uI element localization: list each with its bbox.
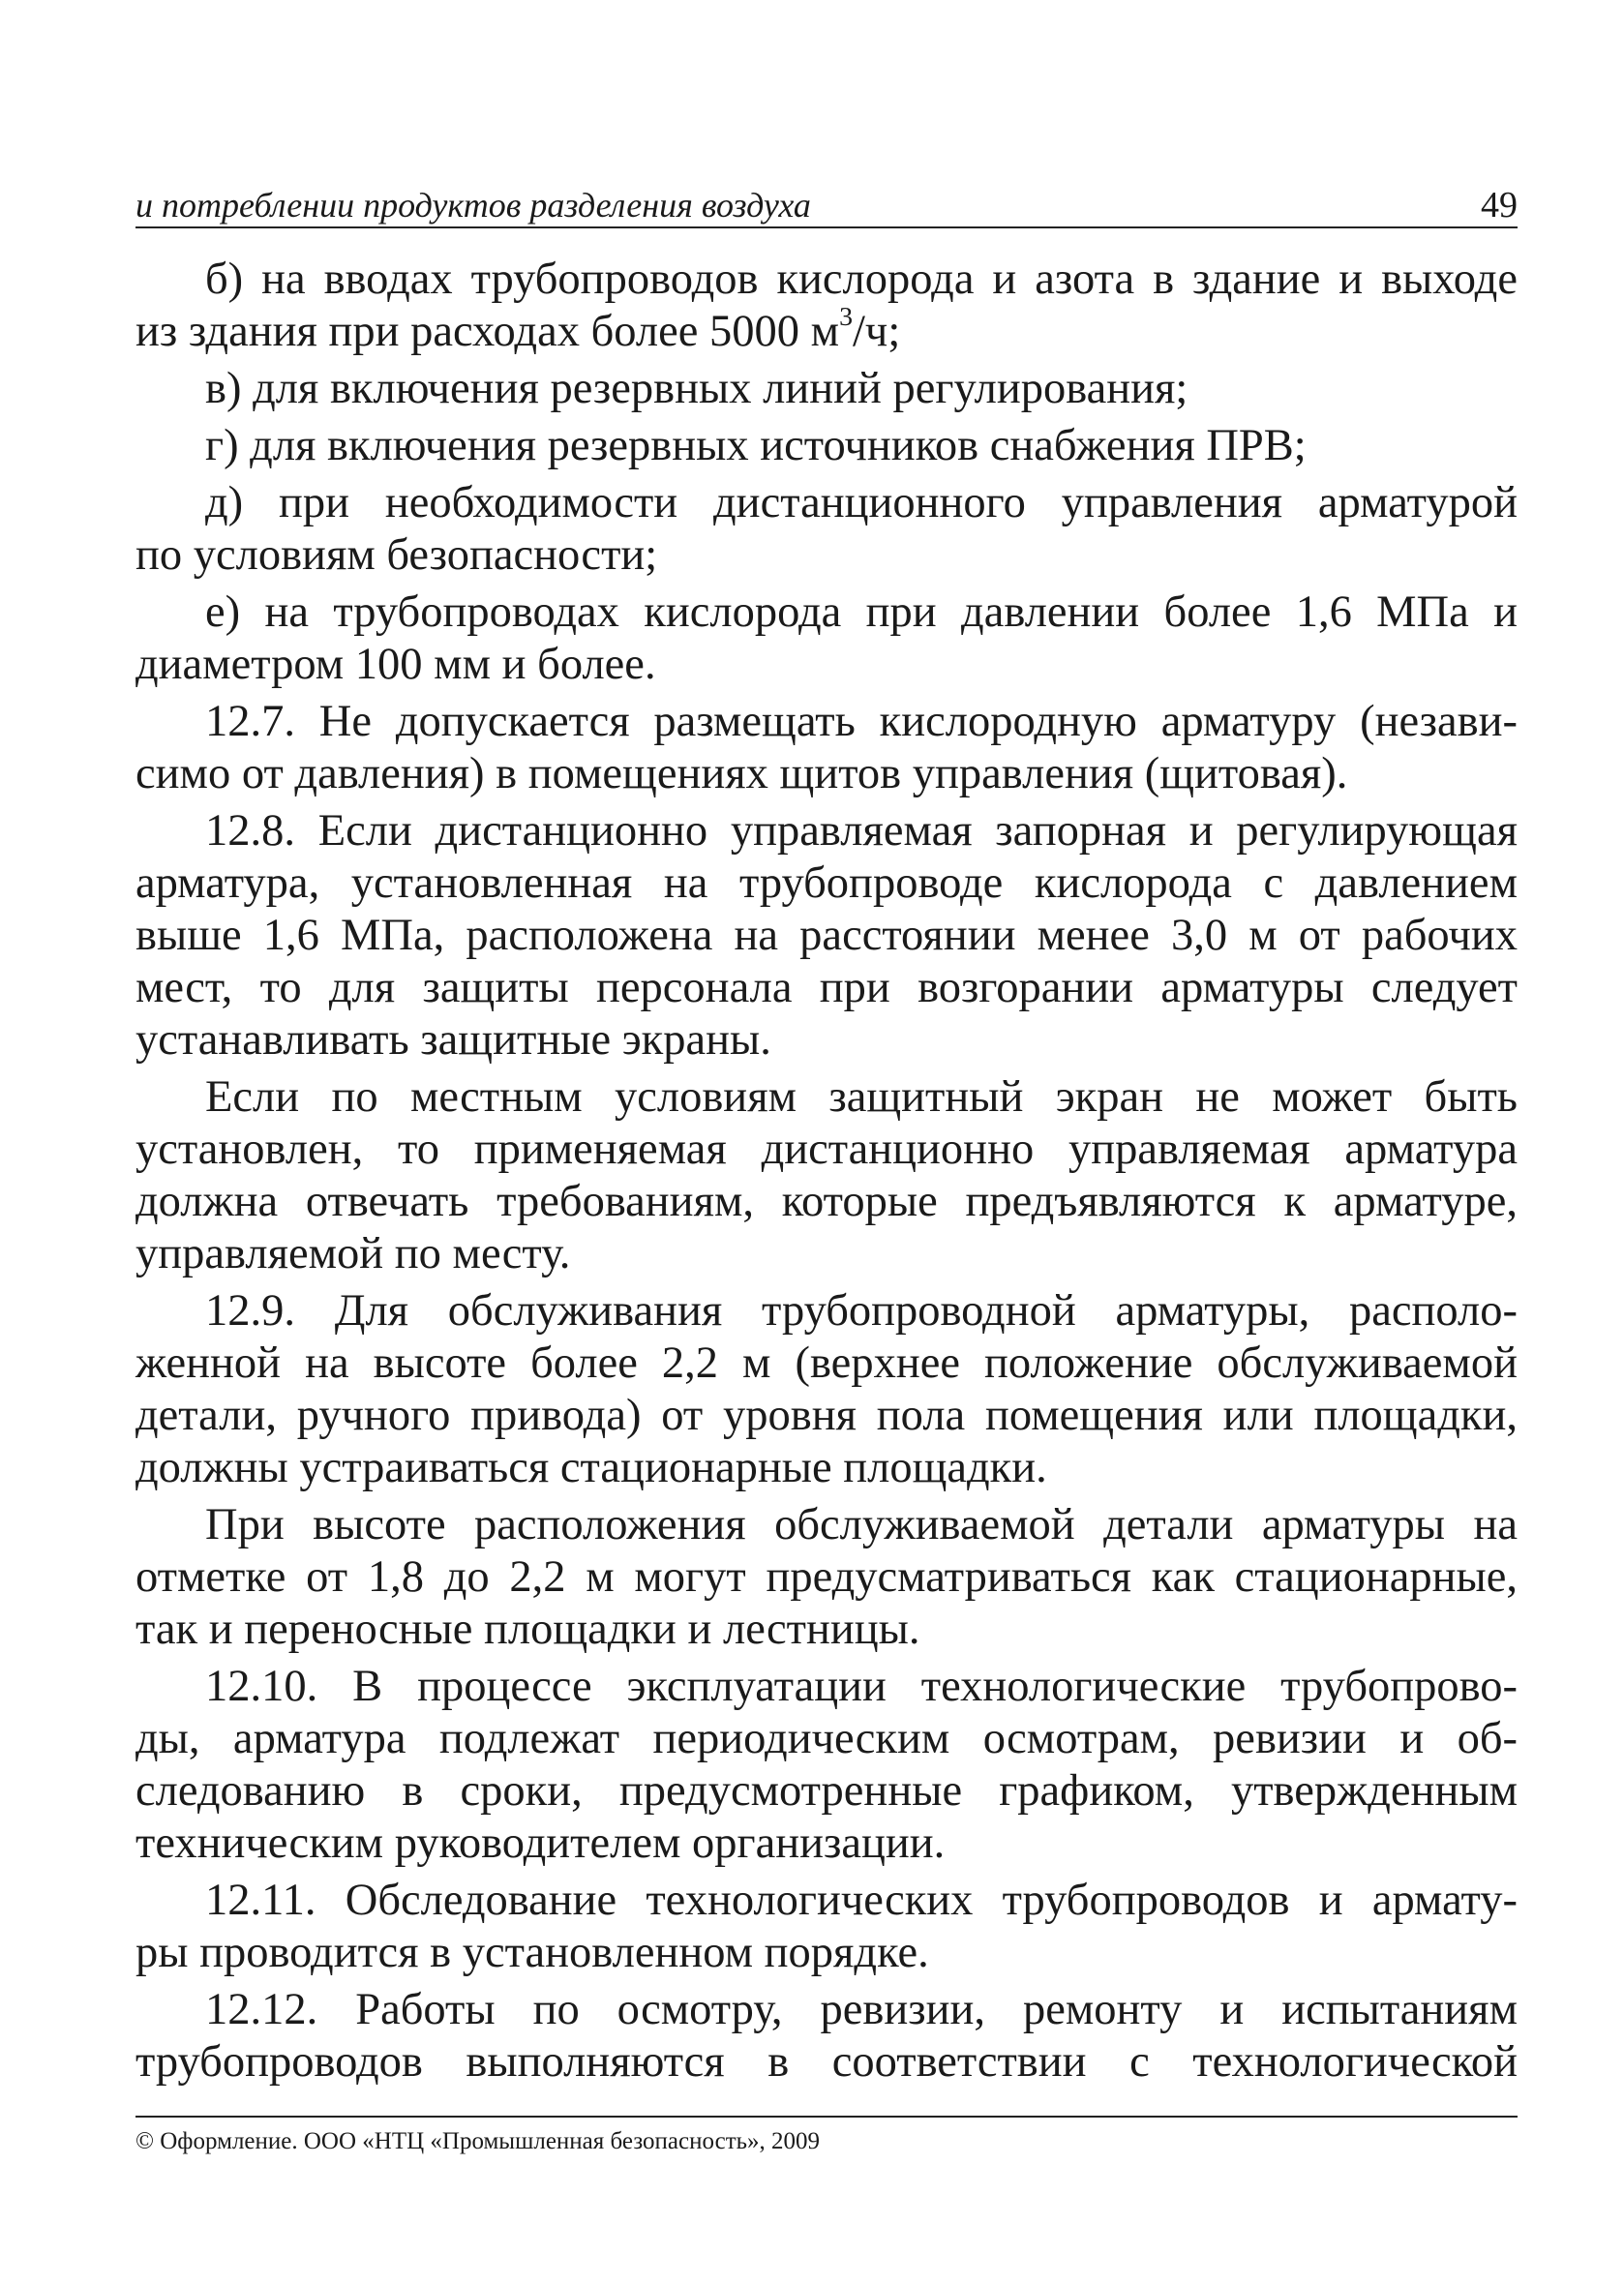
- text-line: отметке от 1,8 до 2,2 м могут предусматриваться как стационарные,: [135, 1552, 1518, 1602]
- text-line: При высоте расположения обслуживаемой детали арматуры на: [205, 1500, 1518, 1549]
- body-text: [135, 254, 1518, 2093]
- page-number: 49: [1481, 185, 1518, 225]
- text-line: детали, ручного привода) от уровня пола помещения или площадки,: [135, 1391, 1518, 1440]
- text-line: по условиям безопасности;: [135, 530, 658, 580]
- text-line: установлен, то применяемая дистанционно управляемая арматура: [135, 1125, 1518, 1174]
- text-line: в) для включения резервных линий регулирования;: [205, 364, 1188, 413]
- text-line: диаметром 100 мм и более.: [135, 640, 656, 689]
- text-line: техническим руководителем организации.: [135, 1819, 946, 1868]
- text-line: мест, то для защиты персонала при возгорании арматуры следует: [135, 963, 1518, 1012]
- text-line: должны устраиваться стационарные площадки.: [135, 1443, 1047, 1492]
- text-line: женной на высоте более 2,2 м (верхнее положение обслуживаемой: [135, 1338, 1518, 1388]
- paragraph: [135, 586, 1518, 691]
- text-line: г) для включения резервных источников снабжения ПРВ;: [205, 421, 1307, 470]
- paragraph: [135, 1875, 1518, 1979]
- text-line: 12.11. Обследование технологических трубопроводов и армату-: [205, 1876, 1518, 1925]
- paragraph: [135, 1984, 1518, 2089]
- text-line: 12.7. Не допускается размещать кислородную арматуру (незави-: [205, 697, 1518, 746]
- text-line: 12.8. Если дистанционно управляемая запорная и регулирующая: [205, 806, 1518, 856]
- paragraph: [135, 1499, 1518, 1656]
- text-line: е) на трубопроводах кислорода при давлении более 1,6 МПа и: [205, 587, 1518, 637]
- text-line: устанавливать защитные экраны.: [135, 1015, 771, 1065]
- paragraph: [135, 363, 1518, 415]
- text-line: так и переносные площадки и лестницы.: [135, 1605, 920, 1654]
- text-line: 12.10. В процессе эксплуатации технологические трубопрово-: [205, 1662, 1518, 1711]
- paragraph: [135, 1661, 1518, 1870]
- text-line: д) при необходимости дистанционного управления арматурой: [205, 478, 1518, 527]
- text-line: должна отвечать требованиям, которые предъявляются к арматуре,: [135, 1177, 1518, 1226]
- text-line: ры проводится в установленном порядке.: [135, 1928, 929, 1977]
- text-line: б) на вводах трубопроводов кислорода и азота в здание и выходе: [205, 255, 1518, 304]
- text-line: Если по местным условиям защитный экран не может быть: [205, 1072, 1518, 1122]
- paragraph: [135, 805, 1518, 1067]
- paragraph: [135, 696, 1518, 800]
- paragraph: [135, 254, 1518, 358]
- text-line: из здания при расходах более 5000 $м^3/ч$;: [135, 302, 901, 356]
- paragraph: [135, 1071, 1518, 1280]
- text-line: 12.9. Для обслуживания трубопроводной арматуры, располо-: [205, 1286, 1518, 1336]
- text-line: 12.12. Работы по осмотру, ревизии, ремонту и испытаниям: [205, 1985, 1518, 2034]
- paragraph: [135, 420, 1518, 472]
- text-line: трубопроводов выполняются в соответствии с технологической: [135, 2037, 1518, 2087]
- text-line: выше 1,6 МПа, расположена на расстоянии менее 3,0 м от рабочих: [135, 911, 1518, 960]
- paragraph: [135, 477, 1518, 582]
- running-title: и потреблении продуктов разделения воздуха: [135, 186, 811, 225]
- text-line: управляемой по месту.: [135, 1229, 571, 1278]
- running-header: [135, 184, 1518, 228]
- text-line: следованию в сроки, предусмотренные графиком, утвержденным: [135, 1766, 1518, 1816]
- copyright-footer: © Оформление. ООО «НТЦ «Промышленная безопасность», 2009: [135, 2116, 1518, 2156]
- text-line: арматура, установленная на трубопроводе кислорода с давлением: [135, 858, 1518, 908]
- text-line: симо от давления) в помещениях щитов управления (щитовая).: [135, 749, 1348, 798]
- text-line: ды, арматура подлежат периодическим осмотрам, ревизии и об-: [135, 1714, 1518, 1763]
- paragraph: [135, 1285, 1518, 1494]
